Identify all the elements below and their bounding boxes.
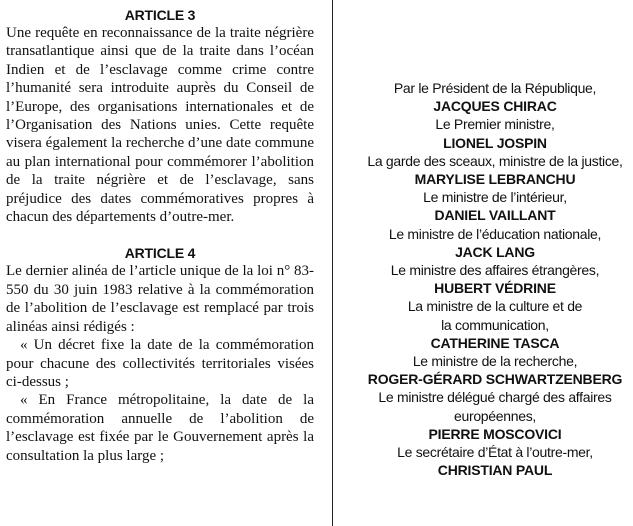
research-name: ROGER-GÉRARD SCHWARTZENBERG [367, 371, 623, 388]
column-divider [332, 0, 333, 526]
research-role: Le ministre de la recherche, [412, 353, 578, 370]
culture-name: CATHERINE TASCA [430, 334, 560, 351]
overseas-role: Le secrétaire d’État à l’outre-mer, [397, 444, 593, 461]
interior-name: DANIEL VAILLANT [434, 207, 556, 224]
pm-name: LIONEL JOSPIN [443, 134, 547, 151]
article-4-intro: Le dernier alinéa de l’article unique de la loi n° 83-550 du 30 juin 1983 relative à la commémoration de l’abolition de l’esclavage est remplacé par trois alinéas ainsi rédigés : [6, 263, 314, 335]
culture-role-line-1: La ministre de la culture et de [407, 298, 583, 315]
president-role: Par le Président de la République, [393, 80, 597, 96]
education-role: Le ministre de l’éducation nationale, [388, 225, 602, 242]
article-3-title: ARTICLE 3 [124, 7, 196, 23]
left-column [6, 6, 314, 465]
europe-name: PIERRE MOSCOVICI [428, 425, 562, 442]
europe-role-line-2: européennes, [453, 407, 537, 424]
europe-role-line-1: Le ministre délégué chargé des affaires [378, 389, 612, 406]
culture-role-line-2: la communication, [441, 316, 549, 333]
article-4-title: ARTICLE 4 [124, 245, 196, 262]
president-name: JACQUES CHIRAC [433, 98, 557, 115]
article-4-quote-2: « En France métropolitaine, la date de la commémoration annuelle de l’abolition de l’esclavage est fixée par le Gouvernement après la consultation la plus large ; [6, 392, 314, 464]
overseas-name: CHRISTIAN PAUL [437, 462, 553, 479]
foreign-name: HUBERT VÉDRINE [434, 280, 556, 297]
justice-role: La garde des sceaux, ministre de la justice, [367, 152, 623, 169]
article-3-paragraph: Une requête en reconnaissance de la traite négrière transatlantique ainsi que de la traite dans l’océan Indien et de l’esclavage comme crime contre l’humanité sera introduite auprès du Conseil de l’Europe, des organisations internationales et de l’Organisation des Nations unies. Cette requête visera également la recherche d’une date commune au plan international pour commémorer l’abolition de la traite négrière et de l’esclavage, sans préjudice des dates commémoratives propres à chacun des départements d’outre-mer. [6, 25, 314, 226]
justice-name: MARYLISE LEBRANCHU [414, 171, 576, 188]
interior-role: Le ministre de l’intérieur, [423, 189, 567, 206]
education-name: JACK LANG [455, 243, 535, 260]
pm-role: Le Premier ministre, [435, 116, 555, 133]
article-4-quote-1: « Un décret fixe la date de la commémoration pour chacune des collectivités territoriales visées ci-dessus ; [6, 337, 314, 390]
signatures-column [356, 79, 633, 479]
foreign-role: Le ministre des affaires étrangères, [390, 262, 600, 279]
